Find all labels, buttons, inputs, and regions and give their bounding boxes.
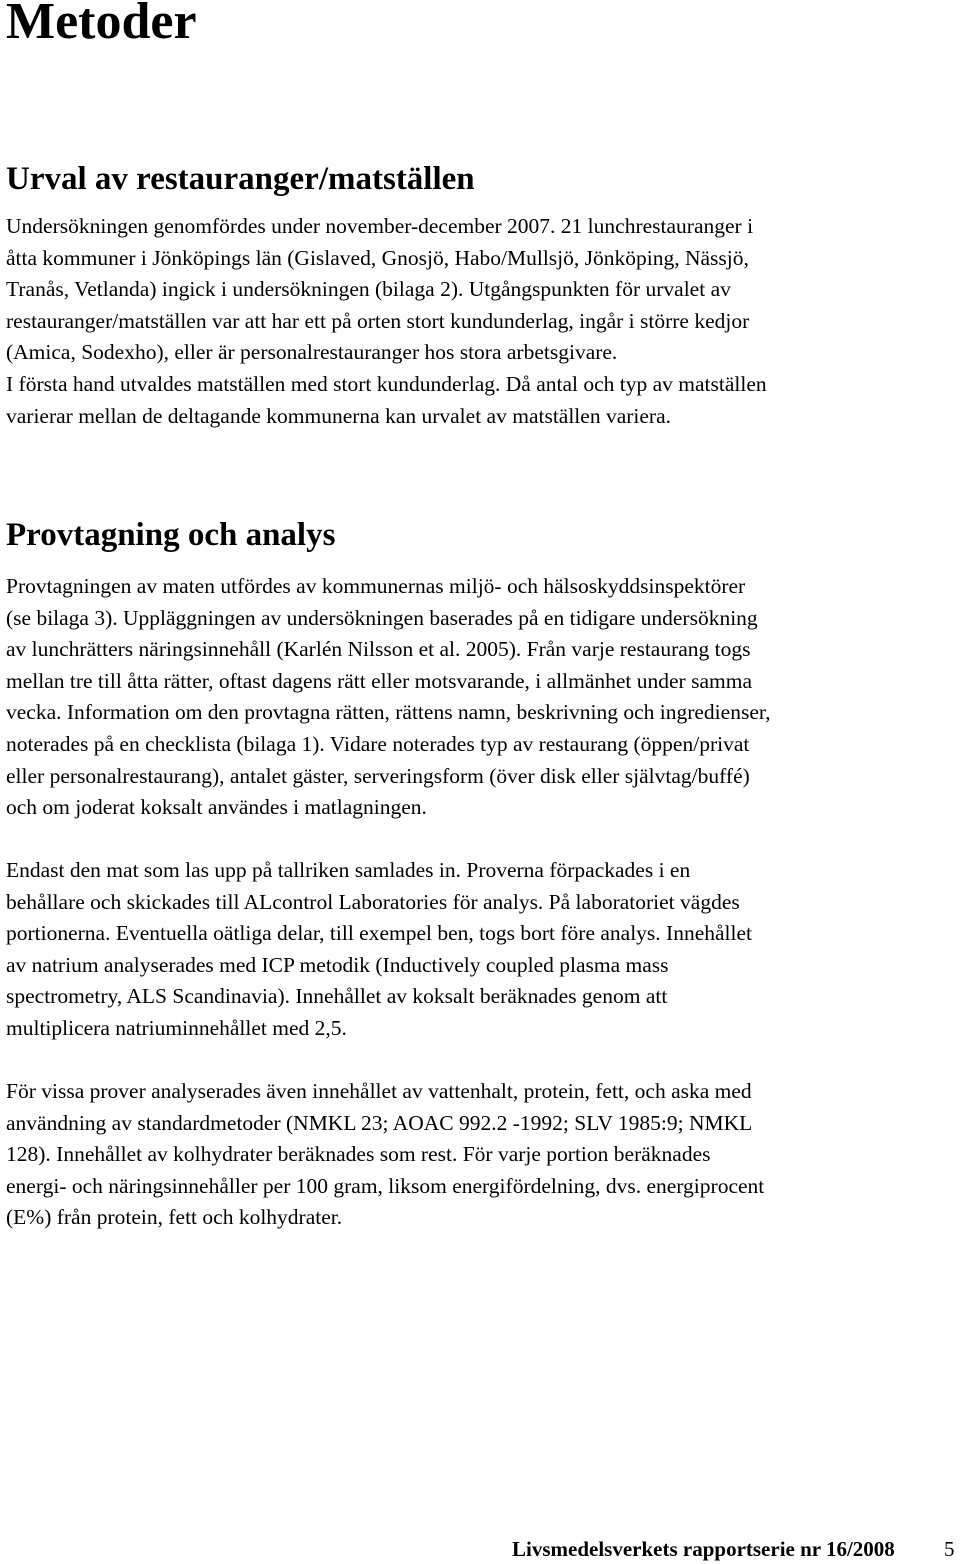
text-line: (Amica, Sodexho), eller är personalrestauranger hos stora arbetsgivare.	[6, 340, 618, 365]
text-line: (E%) från protein, fett och kolhydrater.	[6, 1205, 343, 1230]
text-line: behållare och skickades till ALcontrol Laboratories för analys. På laboratoriet vägdes	[6, 889, 740, 914]
page-footer	[512, 1536, 895, 1562]
text-line: åtta kommuner i Jönköpings län (Gislaved, Gnosjö, Habo/Mullsjö, Jönköping, Nässjö,	[6, 245, 749, 270]
text-line: av natrium analyserades med ICP metodik (Inductively coupled plasma mass	[6, 952, 669, 977]
text-line: varierar mellan de deltagande kommunerna kan urvalet av matställen variera.	[6, 403, 671, 428]
text-line: För vissa prover analyserades även innehållet av vattenhalt, protein, fett, och aska med	[6, 1079, 752, 1103]
text-line: noterades på en checklista (bilaga 1). Vidare noterades typ av restaurang (öppen/privat	[6, 731, 750, 756]
text-line: av lunchrätters näringsinnehåll (Karlén Nilsson et al. 2005). Från varje restaurang togs	[6, 637, 751, 662]
text-line: Tranås, Vetlanda) ingick i undersökningen (bilaga 2). Utgångspunkten för urvalet av	[6, 277, 731, 302]
section-heading-urval: Urval av restauranger/matställen	[6, 161, 475, 197]
text-line: eller personalrestaurang), antalet gäster, serveringsform (över disk eller självtag/buffé)	[6, 763, 750, 788]
text-line: restauranger/matställen var att har ett på orten stort kundunderlag, ingår i större kedjor	[6, 308, 750, 333]
text-line: I första hand utvaldes matställen med stort kundunderlag. Då antal och typ av matställen	[6, 371, 767, 396]
text-line: Endast den mat som las upp på tallriken samlades in. Proverna förpackades i en	[6, 858, 691, 882]
text-line: multiplicera natriuminnehållet med 2,5.	[6, 1015, 347, 1040]
text-line: Provtagningen av maten utfördes av kommunernas miljö- och hälsoskyddsinspektörer	[6, 574, 746, 598]
text-line: 128). Innehållet av kolhydrater beräknades som rest. För varje portion beräknades	[6, 1142, 711, 1167]
page-number: 5	[944, 1537, 955, 1561]
paragraph-provtagning-1	[6, 571, 956, 824]
text-line: användning av standardmetoder (NMKL 23; AOAC 992.2 -1992; SLV 1985:9; NMKL	[6, 1110, 753, 1135]
text-line: vecka. Information om den provtagna rätten, rättens namn, beskrivning och ingredienser,	[6, 700, 771, 725]
report-series-label: Livsmedelsverkets rapportserie nr 16/2008	[512, 1537, 895, 1561]
text-line: energi- och näringsinnehåller per 100 gram, liksom energifördelning, dvs. energiprocent	[6, 1173, 765, 1198]
page-title: Metoder	[6, 0, 197, 50]
paragraph-urval	[6, 211, 956, 432]
text-line: spectrometry, ALS Scandinavia). Innehållet av koksalt beräknades genom att	[6, 984, 668, 1009]
text-line: mellan tre till åtta rätter, oftast dagens rätt eller motsvarande, i allmänhet under samma	[6, 668, 752, 693]
text-line: och om joderat koksalt användes i matlagningen.	[6, 795, 427, 820]
paragraph-provtagning-2	[6, 855, 956, 1045]
text-line: Undersökningen genomfördes under november-december 2007. 21 lunchrestauranger i	[6, 214, 754, 238]
text-line: (se bilaga 3). Uppläggningen av undersökningen baserades på en tidigare undersökning	[6, 605, 758, 630]
text-line: portionerna. Eventuella oätliga delar, till exempel ben, togs bort före analys. Innehållet	[6, 921, 753, 946]
section-heading-provtagning: Provtagning och analys	[6, 517, 336, 553]
paragraph-provtagning-3	[6, 1076, 956, 1234]
